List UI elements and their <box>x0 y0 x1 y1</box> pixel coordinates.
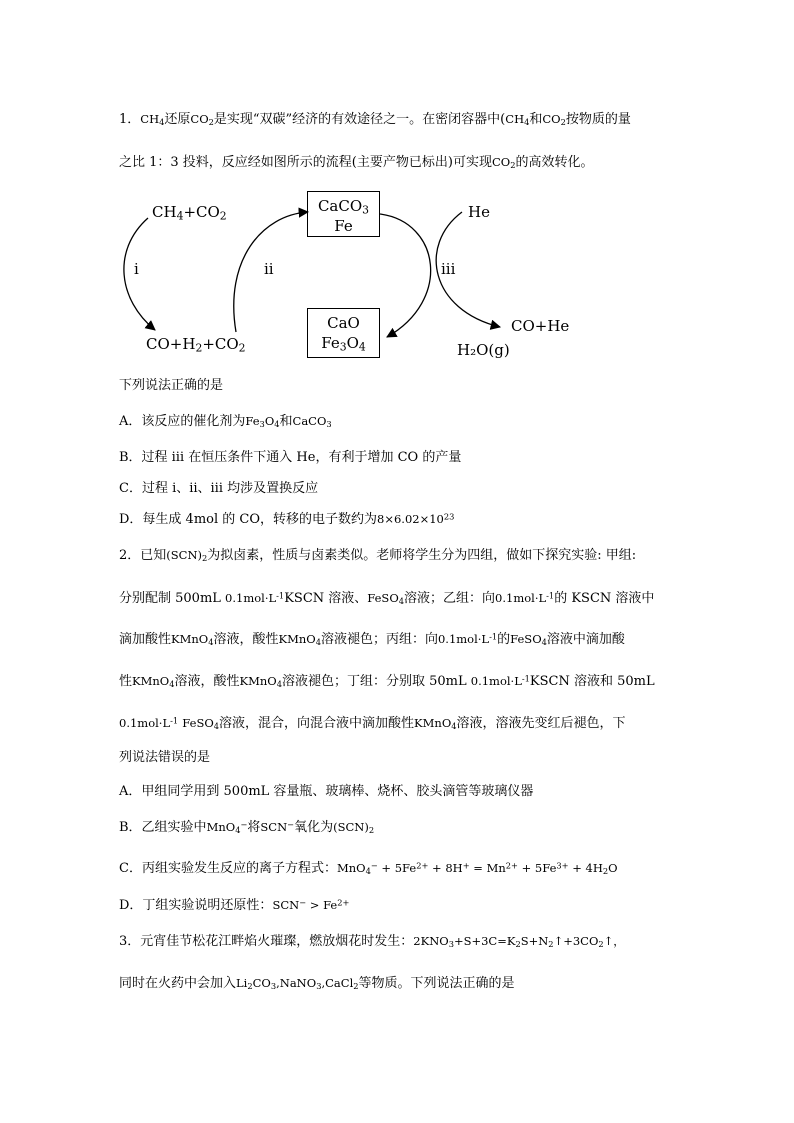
box-caco3-fe: CaCO$_3$ Fe <box>307 191 380 237</box>
ch4-formula: $CH_4$ <box>140 112 165 128</box>
step-i-label: i <box>134 260 139 278</box>
products-label: CO+He <box>511 317 570 335</box>
ionic-equation: $MnO_4^- + 5Fe^{2+} + 8H^+ = Mn^{2+} + 5Fe^{3+} + 4H_2O$ <box>336 860 618 877</box>
q3-line2: 同时在火药中会加入$Li_2CO_3,NaNO_3,CaCl_2$等物质。下列说法正确的是 <box>119 976 515 992</box>
q2-option-a[interactable]: A．甲组同学用到 500mL 容量瓶、玻璃棒、烧杯、胶头滴管等玻璃仪器 <box>119 784 534 799</box>
mixture-label: $CO+H_2+CO_2$ <box>146 335 246 355</box>
arrow-step-i <box>124 218 155 330</box>
reactants-label: $CH_4+CO_2$ <box>152 203 227 223</box>
arrow-step-iii-top <box>380 214 431 337</box>
q3-line1: 3．元宵佳节松花江畔焰火璀璨，燃放烟花时发生：$2KNO_3+S+3C=K_2S+N_2↑+3CO_2↑$， <box>119 934 625 950</box>
step-ii-label: ii <box>264 260 274 278</box>
q1-option-c[interactable]: C．过程 ⅰ、ⅱ、ⅲ 均涉及置换反应 <box>119 481 319 496</box>
q1-stem-line1: 1．$CH_4$还原$CO_2$是实现“双碳”经济的有效途径之一。在密闭容器中($CH_4$和$CO_2$按物质的量 <box>119 112 631 128</box>
firework-equation: $2KNO_3+S+3C=K_2S+N_2↑+3CO_2↑$， <box>413 934 625 950</box>
q2-option-d[interactable]: D．丁组实验说明还原性：$SCN^- > Fe^{2+}$ <box>119 897 350 913</box>
q2-option-c[interactable]: C．丙组实验发生反应的离子方程式：$MnO_4^- + 5Fe^{2+} + 8H^+ = Mn^{2+} + 5Fe^{3+} + 4H_2O$ <box>119 860 618 877</box>
reaction-cycle-diagram <box>0 0 794 380</box>
q2-line4: 性KMnO$_4$溶液，酸性KMnO$_4$溶液褪色；丁组：分别取 50mL $0.1mol\cdot L^{-1}KSCN$ 溶液和 50mL <box>119 673 655 690</box>
q2-line3: 滴加酸性KMnO$_4$溶液，酸性KMnO$_4$溶液褪色；丙组：向$0.1mol\cdot L^{-1}$的FeSO$_4$溶液中滴加酸 <box>119 631 625 648</box>
q2-option-b[interactable]: B．乙组实验中MnO$_4$−将SCN−氧化为$(SCN)_2$ <box>119 819 375 836</box>
q1-stem-line2: 之比 1：3 投料，反应经如图所示的流程(主要产物已标出)可实现$CO_2$的高效转化。 <box>119 155 594 171</box>
q2-line1: 2．已知$(SCN)_2$为拟卤素，性质与卤素类似。老师将学生分为四组，做如下探究实验: 甲组: <box>119 548 637 564</box>
q2-line2: 分别配制 500mL $0.1mol\cdot L^{-1}KSCN$ 溶液、FeSO$_4$溶液；乙组：向$0.1mol\cdot L^{-1}$的 KSCN 溶液中 <box>119 590 655 607</box>
q1-option-b[interactable]: B．过程 ⅲ 在恒压条件下通入 He，有利于增加 CO 的产量 <box>119 450 462 465</box>
box-cao-fe3o4: CaO $Fe_3O_4$ <box>307 308 380 358</box>
q1-option-d[interactable]: D．每生成 4mol 的 CO，转移的电子数约为$8\times 6.02\times 10^{23}$ <box>119 511 455 527</box>
q1-option-a[interactable]: A．该反应的催化剂为$Fe_3O_4$和CaCO$_3$ <box>119 414 332 430</box>
q2-line5: $0.1mol\cdot L^{-1}$ FeSO$_4$溶液，混合，向混合液中滴加酸性KMnO$_4$溶液，溶液先变红后褪色，下 <box>119 715 626 732</box>
step-iii-label: iii <box>441 260 456 278</box>
helium-label: He <box>468 203 490 221</box>
co2-formula: $CO_2$ <box>190 112 214 128</box>
q1-question: 下列说法正确的是 <box>119 378 224 393</box>
water-label: H₂O(g) <box>457 341 510 359</box>
q2-line6: 列说法错误的是 <box>119 750 211 765</box>
